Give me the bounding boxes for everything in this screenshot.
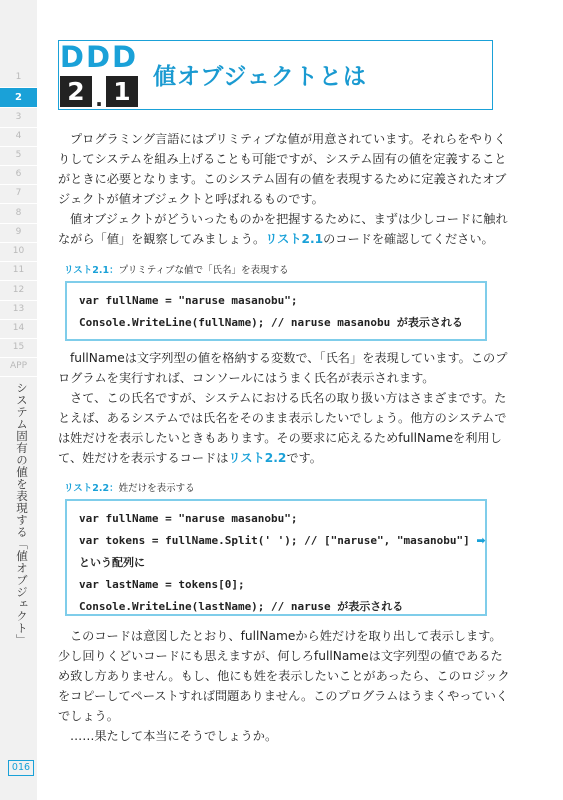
code-line — [79, 596, 473, 618]
text-line: をコピーしてペーストすれば問題ありません。このプログラムはうまくやっていく — [58, 689, 509, 703]
chapter-tab[interactable]: 9 — [0, 223, 37, 243]
code-line — [79, 312, 473, 334]
chapter-tab[interactable]: 10 — [0, 242, 37, 262]
chapter-tab[interactable]: 7 — [0, 184, 37, 204]
text-line: このコードは意図したとおり、fullNameから姓だけを取り出して表示します。 — [70, 629, 502, 643]
page-number: 016 — [8, 760, 34, 776]
continuation-arrow-icon: ➡ — [476, 534, 486, 547]
text-line — [58, 448, 498, 468]
chapter-tab[interactable]: 11 — [0, 261, 37, 281]
list-reference-link[interactable]: リスト2.2 — [228, 451, 287, 465]
text-line: ……果たして本当にそうでしょうか。 — [70, 729, 278, 743]
list-tag: リスト2.2： — [64, 483, 119, 494]
chapter-number: 2 — [60, 76, 92, 107]
closing-paragraph — [58, 626, 510, 746]
text-line: 少し回りくどいコードにも思えますが、何しろfullNameは文字列型の値であるた — [58, 649, 503, 663]
number-separator: . — [95, 87, 103, 111]
chapter-tab[interactable]: 3 — [0, 108, 37, 128]
chapter-tab[interactable]: 8 — [0, 204, 37, 224]
chapter-tab[interactable]: 1 — [0, 68, 37, 88]
list-caption-text: 姓だけを表示する — [118, 483, 195, 494]
text-line: ログラムを実行すれば、コンソールにはうまく氏名が表示されます。 — [58, 371, 435, 385]
text-segment: のコードを確認してください。 — [323, 232, 494, 246]
section-badge — [58, 40, 140, 110]
intro-paragraph — [58, 129, 508, 249]
code-line: var fullName = "naruse masanobu"; — [79, 512, 298, 525]
chapter-strip — [0, 0, 37, 800]
series-label: DDD — [59, 40, 139, 74]
code-line — [79, 530, 486, 552]
code-segment: Console.WriteLine(lastName); // naruse — [79, 600, 338, 613]
code-block — [65, 281, 487, 341]
chapter-tab[interactable]: 12 — [0, 281, 37, 301]
section-number: 1 — [106, 76, 138, 107]
text-line: プログラミング言語にはプリミティブな値が用意されています。それらをやりく — [70, 132, 507, 146]
list-caption — [64, 262, 289, 276]
code-segment: var tokens = fullName.Split(' '); // ["naruse", "masanobu"] — [79, 534, 477, 547]
list-tag: リスト2.1： — [64, 265, 119, 276]
text-line — [58, 229, 498, 249]
chapter-tab[interactable]: APP — [0, 357, 37, 377]
body-paragraph — [58, 348, 508, 468]
code-line: var fullName = "naruse masanobu"; — [79, 294, 298, 307]
text-line: りしてシステムを組み上げることも可能ですが、システム固有の値を定義すること — [58, 152, 507, 166]
code-comment-jp: が表示される — [337, 600, 404, 613]
list-caption-text: プリミティブな値で「氏名」を表現する — [118, 265, 289, 276]
chapter-tab[interactable]: 4 — [0, 127, 37, 147]
text-line: とえば、あるシステムでは氏名をそのまま表示したいでしょう。他方のシステムで — [58, 411, 507, 425]
text-line: でしょう。 — [58, 709, 119, 723]
text-segment: ながら「値」を観察してみましょう。 — [58, 232, 266, 246]
chapter-tab-active[interactable]: 2 — [0, 88, 37, 108]
text-line: さて、この氏名ですが、システムにおける氏名の取り扱い方はさまざまです。た — [70, 391, 507, 405]
chapter-tab[interactable]: 6 — [0, 165, 37, 185]
text-line: ジェクトが値オブジェクトと呼ばれるものです。 — [58, 192, 324, 206]
chapter-tab[interactable]: 14 — [0, 319, 37, 339]
list-reference-link[interactable]: リスト2.1 — [265, 232, 324, 246]
text-line: め致し方ありません。もし、他にも姓を表示したいことがあったら、このロジック — [58, 669, 510, 683]
chapter-tab[interactable]: 5 — [0, 146, 37, 166]
text-segment: て、姓だけを表示するコードは — [58, 451, 229, 465]
chapter-vertical-title: システム固有の値を表現する「値オブジェクト」 — [15, 382, 29, 646]
text-line: fullNameは文字列型の値を格納する変数で、「氏名」を表現しています。このプ — [70, 351, 508, 365]
text-line: は姓だけを表示したいときもあります。その要求に応えるためfullNameを利用し — [58, 431, 502, 445]
code-line: という配列に — [79, 556, 145, 569]
code-segment: Console.WriteLine(fullName); // naruse masanobu — [79, 316, 397, 329]
text-line: がときに必要となります。このシステム固有の値を表現するために定義されたオブ — [58, 172, 507, 186]
chapter-tab[interactable]: 13 — [0, 300, 37, 320]
code-line: var lastName = tokens[0]; — [79, 578, 245, 591]
code-block — [65, 499, 487, 616]
page-title: 値オブジェクトとは — [153, 64, 367, 90]
list-caption — [64, 480, 195, 494]
text-line: 値オブジェクトがどういったものかを把握するために、まずは少しコードに触れ — [70, 212, 508, 226]
code-comment-jp: が表示される — [396, 316, 463, 329]
text-segment: です。 — [286, 451, 322, 465]
chapter-tab[interactable]: 15 — [0, 338, 37, 358]
